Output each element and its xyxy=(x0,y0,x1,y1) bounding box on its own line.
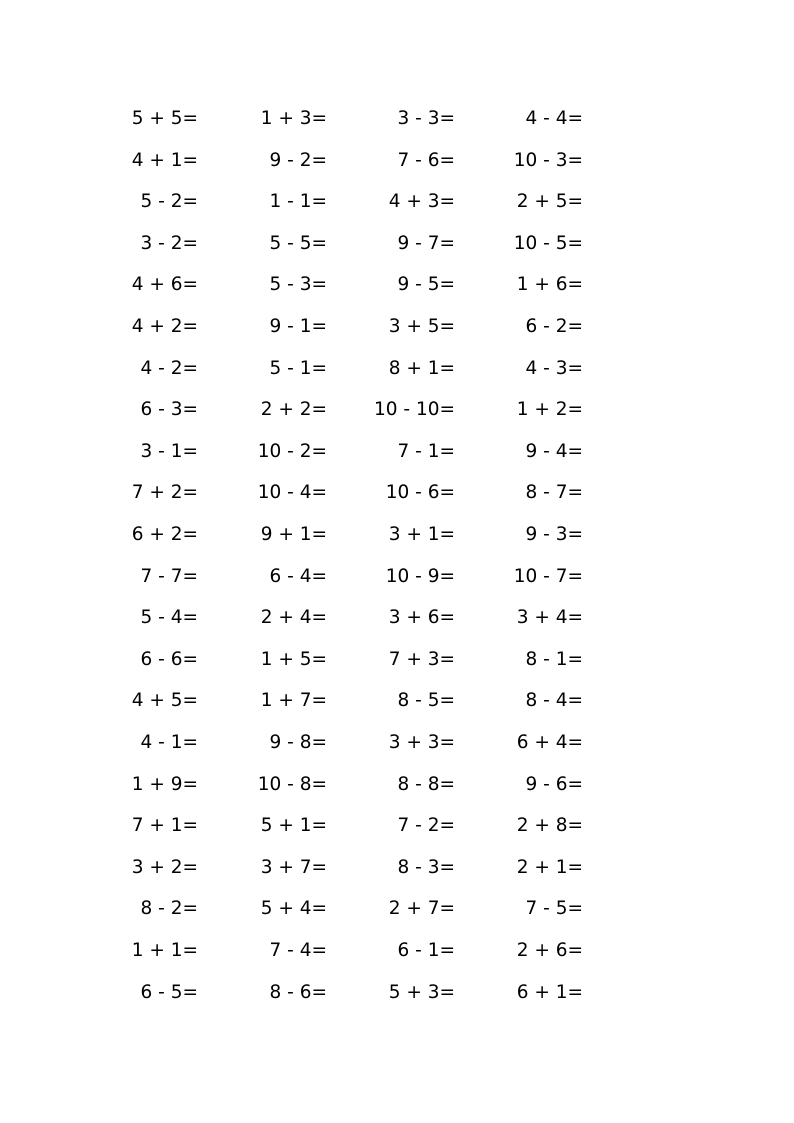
problem: 10 - 10= xyxy=(373,399,455,421)
problem: 6 + 2= xyxy=(131,524,198,545)
problem: 3 - 2= xyxy=(140,232,198,254)
problem: 7 + 2= xyxy=(131,482,198,504)
problem: 8 - 7= xyxy=(525,482,583,504)
problem: 1 + 3= xyxy=(260,108,327,129)
problem-row xyxy=(0,728,794,758)
problem: 6 - 2= xyxy=(525,316,583,337)
problem-row xyxy=(0,686,794,716)
problem: 7 - 4= xyxy=(269,940,327,961)
problem: 6 - 5= xyxy=(140,981,198,1003)
problem: 10 - 9= xyxy=(385,565,455,587)
problem-row xyxy=(0,894,794,924)
problem: 5 - 5= xyxy=(269,232,327,254)
problem: 3 - 3= xyxy=(397,108,455,129)
problem: 8 - 8= xyxy=(397,773,455,795)
problem: 8 - 5= xyxy=(397,690,455,712)
problem: 1 + 7= xyxy=(260,690,327,712)
problem: 7 - 2= xyxy=(397,815,455,837)
problem: 3 - 1= xyxy=(140,440,198,462)
problem: 1 + 1= xyxy=(131,940,198,961)
problem: 7 - 1= xyxy=(397,440,455,462)
problem: 10 - 4= xyxy=(257,482,327,504)
problem: 8 - 2= xyxy=(140,898,198,920)
problem-row xyxy=(0,853,794,883)
problem-row xyxy=(0,603,794,633)
problem: 2 + 1= xyxy=(516,856,583,878)
problem: 9 - 7= xyxy=(397,232,455,254)
problem: 5 - 2= xyxy=(140,191,198,213)
problem: 7 - 6= xyxy=(397,149,455,171)
problem: 2 + 8= xyxy=(516,815,583,837)
problem-row xyxy=(0,104,794,134)
problem: 2 + 4= xyxy=(260,607,327,629)
problem: 3 + 2= xyxy=(131,856,198,878)
problem: 4 + 5= xyxy=(131,690,198,712)
problem: 2 + 6= xyxy=(516,940,583,961)
problem: 2 + 7= xyxy=(388,898,455,920)
problem-row xyxy=(0,811,794,841)
problem: 6 - 3= xyxy=(140,399,198,421)
problem: 1 - 1= xyxy=(269,191,327,213)
problem-row xyxy=(0,936,794,966)
problem-row xyxy=(0,146,794,176)
problem: 7 - 5= xyxy=(525,898,583,920)
problem: 1 + 5= xyxy=(260,648,327,670)
problem: 9 - 2= xyxy=(269,149,327,171)
problem-row xyxy=(0,229,794,259)
problem: 8 - 1= xyxy=(525,648,583,670)
problem: 2 + 5= xyxy=(516,191,583,213)
problem-row xyxy=(0,395,794,425)
problem: 3 + 7= xyxy=(260,856,327,878)
problem-row xyxy=(0,478,794,508)
problem: 5 + 5= xyxy=(131,108,198,129)
problem: 8 - 6= xyxy=(269,981,327,1003)
problem: 9 - 3= xyxy=(525,524,583,545)
problem-row xyxy=(0,562,794,592)
problem: 10 - 5= xyxy=(513,232,583,254)
problem: 3 + 4= xyxy=(516,607,583,629)
problem-row xyxy=(0,770,794,800)
problem: 10 - 2= xyxy=(257,440,327,462)
problem: 4 - 3= xyxy=(525,357,583,379)
problem: 4 + 1= xyxy=(131,149,198,171)
problem: 1 + 9= xyxy=(131,773,198,795)
problem: 9 - 6= xyxy=(525,773,583,795)
problem: 6 - 6= xyxy=(140,648,198,670)
problem: 3 + 3= xyxy=(388,732,455,753)
problem: 6 - 4= xyxy=(269,565,327,587)
problem: 4 + 6= xyxy=(131,274,198,296)
problem: 1 + 2= xyxy=(516,399,583,421)
problem: 7 + 1= xyxy=(131,815,198,837)
problem: 6 + 4= xyxy=(516,732,583,753)
problem-row xyxy=(0,437,794,467)
problem: 8 - 3= xyxy=(397,856,455,878)
problem-row xyxy=(0,520,794,550)
problem: 9 - 5= xyxy=(397,274,455,296)
problem: 3 + 5= xyxy=(388,316,455,337)
problem: 5 + 3= xyxy=(388,981,455,1003)
problem: 7 - 7= xyxy=(140,565,198,587)
problem: 6 + 1= xyxy=(516,981,583,1003)
problem: 4 - 2= xyxy=(140,357,198,379)
problem: 10 - 6= xyxy=(385,482,455,504)
problem: 8 - 4= xyxy=(525,690,583,712)
problem-row xyxy=(0,270,794,300)
problem: 5 + 1= xyxy=(260,815,327,837)
problem: 10 - 7= xyxy=(513,565,583,587)
problem: 9 - 4= xyxy=(525,440,583,462)
problem: 4 - 1= xyxy=(140,732,198,753)
problem: 4 + 3= xyxy=(388,191,455,213)
problem: 9 - 8= xyxy=(269,732,327,753)
problem: 2 + 2= xyxy=(260,399,327,421)
problem-row xyxy=(0,354,794,384)
problem: 3 + 1= xyxy=(388,524,455,545)
problem: 10 - 3= xyxy=(513,149,583,171)
problem: 1 + 6= xyxy=(516,274,583,296)
problem: 5 + 4= xyxy=(260,898,327,920)
problem: 4 + 2= xyxy=(131,316,198,337)
problem: 7 + 3= xyxy=(388,648,455,670)
problem-row xyxy=(0,978,794,1008)
problem: 5 - 3= xyxy=(269,274,327,296)
problem: 4 - 4= xyxy=(525,108,583,129)
problem: 9 + 1= xyxy=(260,524,327,545)
problem-row xyxy=(0,645,794,675)
problem: 6 - 1= xyxy=(397,940,455,961)
problem: 8 + 1= xyxy=(388,357,455,379)
problem-row xyxy=(0,312,794,342)
problem: 9 - 1= xyxy=(269,316,327,337)
problem: 3 + 6= xyxy=(388,607,455,629)
problem: 5 - 1= xyxy=(269,357,327,379)
problem: 10 - 8= xyxy=(257,773,327,795)
problem: 5 - 4= xyxy=(140,607,198,629)
problem-row xyxy=(0,187,794,217)
